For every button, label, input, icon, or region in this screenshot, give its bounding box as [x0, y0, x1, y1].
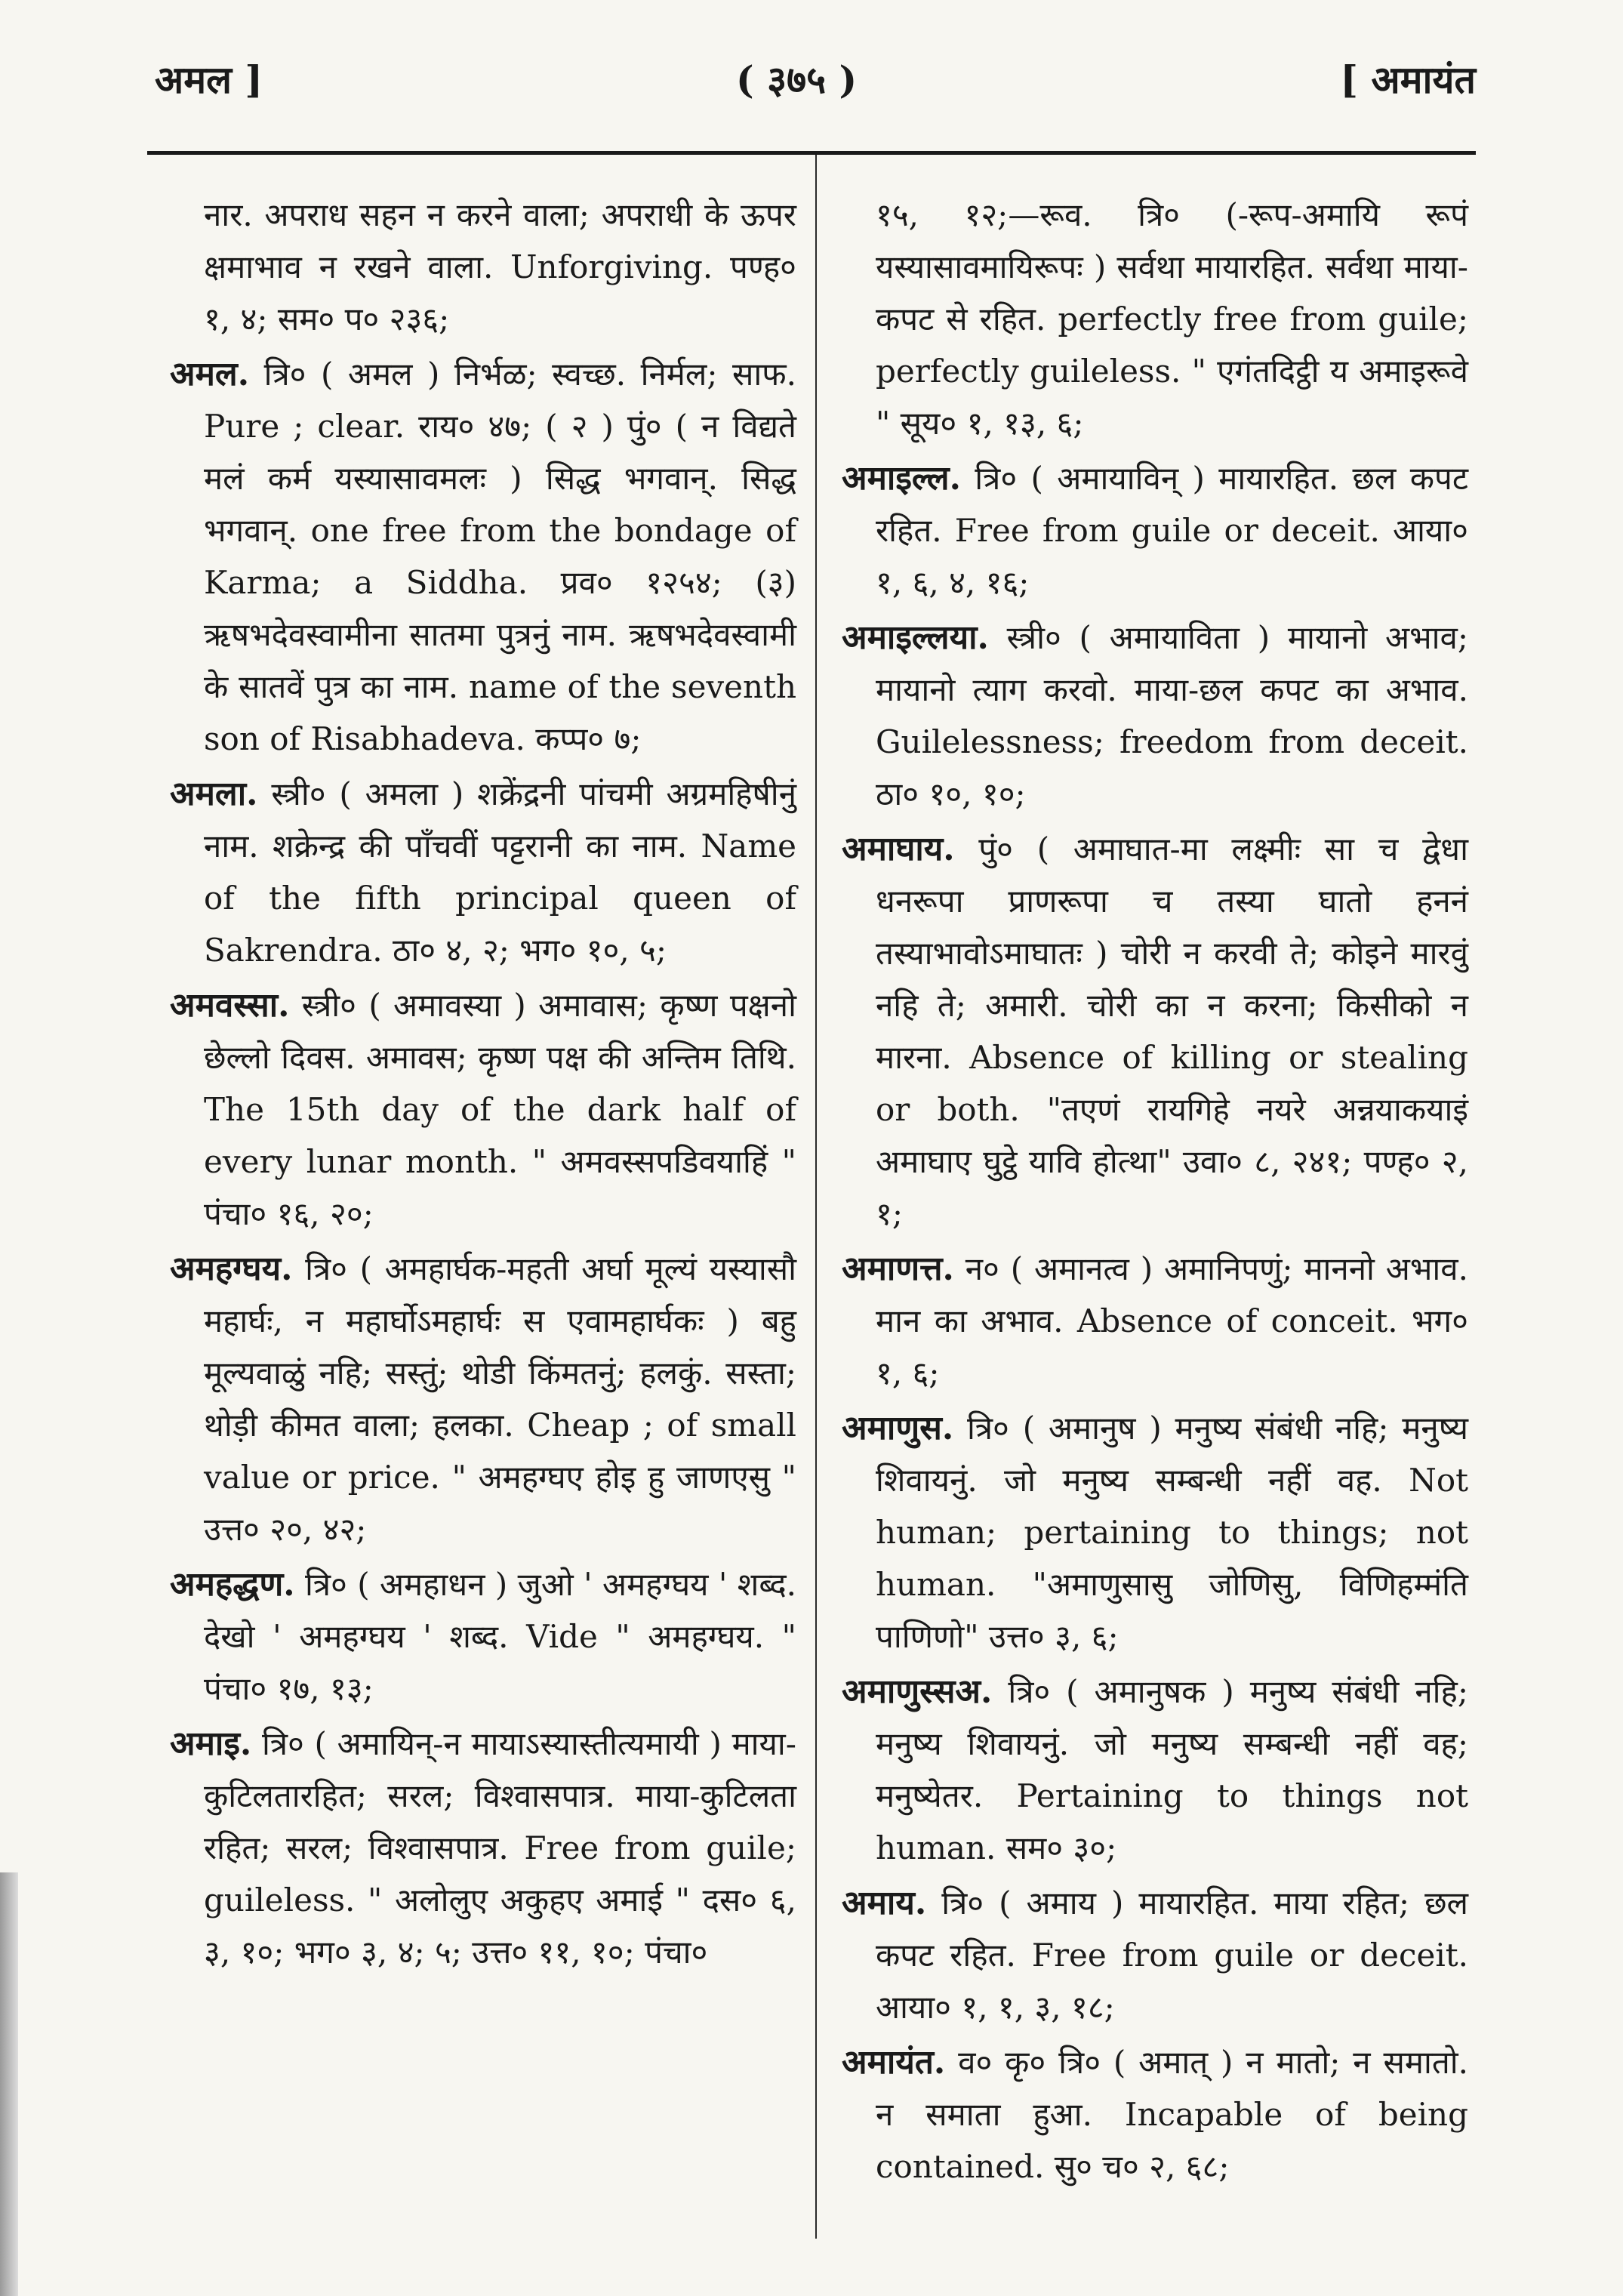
entry-text: व० कृ० त्रि० ( अमात् ) न मातो; न समातो. न समाता हुआ. Incapable of being contained. सु० च० २, ६८; [876, 2044, 1468, 2185]
dictionary-entry [842, 1666, 1468, 1874]
entry-text: त्रि० ( अमायिन्-न मायाऽस्यास्तीत्यमायी ) माया-कुटिलतारहित; सरल; विश्वासपात्र. माया-कुटिलता रहित; सरल; विश्वासपात्र. Free from guile; guileless. " अलोलुए अकुहए अमाई " दस० ६, ३, १०; भग० ३, ४; ५; उत्त० ११, १०; पंचा० [204, 1725, 796, 1971]
dictionary-entry [842, 1243, 1468, 1399]
dictionary-entry [842, 2036, 1468, 2193]
column-divider [815, 155, 817, 2239]
headword: अमाइ. [170, 1724, 252, 1763]
dictionary-entry [170, 348, 796, 765]
header-left-guideword: अमल ] [155, 57, 263, 102]
header-rule [147, 151, 1476, 155]
entry-text: स्त्री० ( अमला ) शक्रेंद्रनी पांचमी अग्रमहिषीनुं नाम. शक्रेन्द्र की पाँचवीं पट्टरानी का नाम. Name of the fifth principal queen of Sakrendra. ठा० ४, २; भग० १०, ५; [204, 775, 796, 969]
page-number: ( ३७५ ) [736, 57, 858, 102]
headword: अमाणत्त. [842, 1250, 954, 1288]
entry-text: त्रि० ( अमहार्घक-महती अर्घा मूल्यं यस्यासौ महार्घः, न महार्घोऽमहार्घः स एवामहार्घकः ) बहु मूल्यवाळुं नहि; सस्तुं; थोडी किंमतनुं; हलकुं. सस्ता; थोड़ी कीमत वाला; हलका. Cheap ; of small value or price. " अमहग्घए होइ हु जाणएसु " उत्त० २०, ४२; [204, 1250, 796, 1548]
right-column [842, 189, 1468, 2196]
entry-text: १५, १२;—रूव. त्रि० (-रूप-अमायि रूपं यस्यासावमायिरूपः ) सर्वथा मायारहित. सर्वथा माया-कपट से रहित. perfectly free from guile; perfectly guileless. " एगंतदिट्ठी य अमाइरूवे " सूय० १, १३, ६; [876, 196, 1468, 442]
headword: अमहग्घय. [170, 1250, 293, 1288]
headword: अमाइल्लया. [842, 618, 989, 657]
dictionary-entry [842, 452, 1468, 609]
dictionary-entry [170, 1243, 796, 1555]
dictionary-entry [170, 1718, 796, 1978]
headword: अमवस्सा. [170, 986, 290, 1025]
entry-text: त्रि० ( अमानुष ) मनुष्य संबंधी नहि; मनुष्य शिवायनुं. जो मनुष्य सम्बन्धी नहीं वह. Not human; pertaining to things; not human. "अमाणुसासु जोणिसु, विणिहम्मंति पाणिणो" उत्त० ३, ६; [876, 1410, 1468, 1655]
headword: अमाय. [842, 1884, 927, 1922]
headword: अमाइल्ल. [842, 459, 961, 498]
entry-text: त्रि० ( अमायाविन् ) मायारहित. छल कपट रहित. Free from guile or deceit. आया० १, ६, ४, १६; [876, 460, 1468, 601]
headword: अमाणुस्सअ. [842, 1672, 993, 1711]
dictionary-entry [170, 768, 796, 976]
left-column [170, 189, 796, 1981]
headword: अमल. [170, 355, 250, 393]
dictionary-entry [170, 189, 796, 345]
headword: अमायंत. [842, 2043, 946, 2082]
entry-text: त्रि० ( अमल ) निर्भळ; स्वच्छ. निर्मल; साफ. Pure ; clear. राय० ४७; ( २ ) पुं० ( न विद्यते मलं कर्म यस्यासावमलः ) सिद्ध भगवान्. सिद्ध भगवान्. one free from the bondage of Karma; a Siddha. प्रव० १२५४; (३) ऋषभदेवस्वामीना सातमा पुत्रनुं नाम. ऋषभदेवस्वामी के सातवें पुत्र का नाम. name of the seventh son of Risabhadeva. कप्प० ७; [204, 356, 797, 757]
entry-text: त्रि० ( अमहाधन ) जुओ ' अमहग्घय ' शब्द. देखो ' अमहग्घय ' शब्द. Vide " अमहग्घय. " पंचा० १७, १३; [204, 1566, 796, 1707]
entry-text: स्त्री० ( अमायाविता ) मायानो अभाव; मायानो त्याग करवो. माया-छल कपट का अभाव. Guilelessness; freedom from deceit. ठा० १०, १०; [876, 619, 1468, 812]
dictionary-entry [842, 823, 1468, 1240]
entry-text: नार. अपराध सहन न करने वाला; अपराधी के ऊपर क्षमाभाव न रखने वाला. Unforgiving. पण्ह० १, ४; सम० प० २३६; [204, 196, 796, 337]
entry-text: त्रि० ( अमाय ) मायारहित. माया रहित; छल कपट रहित. Free from guile or deceit. आया० १, १, ३, १८; [876, 1885, 1468, 2026]
page-header [147, 53, 1476, 113]
header-right-guideword: [ अमायंत [1340, 57, 1476, 102]
entry-text: त्रि० ( अमानुषक ) मनुष्य संबंधी नहि; मनुष्य शिवायनुं. जो मनुष्य सम्बन्धी नहीं वह; मनुष्येतर. Pertaining to things not human. सम० ३०; [876, 1673, 1468, 1866]
dictionary-entry [842, 1877, 1468, 2033]
headword: अमाणुस. [842, 1409, 954, 1447]
dictionary-entry [170, 979, 796, 1240]
headword: अमला. [170, 775, 258, 813]
dictionary-entry [842, 612, 1468, 820]
headword: अमाघाय. [842, 830, 955, 868]
entry-text: पुं० ( अमाघात-मा लक्ष्मीः सा च द्वेधा धनरूपा प्राणरूपा च तस्या घातो हननं तस्याभावोऽमाघातः ) चोरी न करवी ते; कोइने मारवुं नहि ते; अमारी. चोरी का न करना; किसीको न मारना. Absence of killing or stealing or both. "तएणं रायगिहे नयरे अन्नयाकयाइं अमाघाए घुट्ठे यावि होत्था" उवा० ८, २४१; पण्ह० २, १; [876, 831, 1468, 1232]
scan-binding-shadow [0, 1872, 18, 2296]
entry-text: स्त्री० ( अमावस्या ) अमावास; कृष्ण पक्षनो छेल्लो दिवस. अमावस; कृष्ण पक्ष की अन्तिम तिथि. The 15th day of the dark half of every lunar month. " अमवस्सपडिवयाहिं " पंचा० १६, २०; [204, 987, 796, 1232]
headword: अमहद्धण. [170, 1565, 295, 1604]
dictionary-entry [842, 189, 1468, 449]
dictionary-entry [170, 1558, 796, 1715]
dictionary-entry [842, 1402, 1468, 1663]
entry-text: न० ( अमानत्व ) अमानिपणुं; माननो अभाव. मान का अभाव. Absence of conceit. भग० १, ६; [876, 1250, 1468, 1391]
